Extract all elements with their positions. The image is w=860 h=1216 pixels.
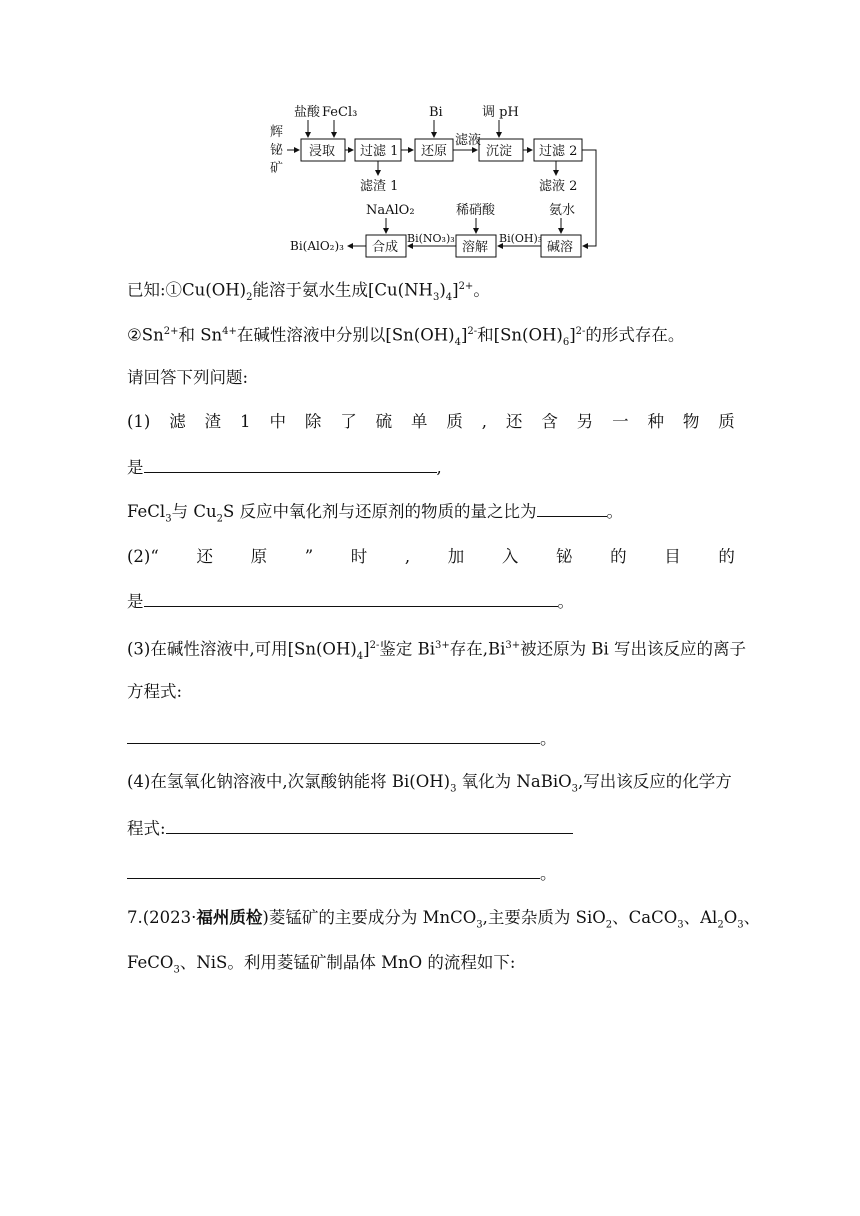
q4-answer-blank-1[interactable]: [166, 817, 573, 834]
ore-label-2: 铋: [270, 143, 284, 158]
q2-line-2: 是 。: [127, 592, 574, 611]
q1-word: (1): [127, 412, 151, 431]
q1-answer-blank[interactable]: [144, 456, 437, 473]
q1-word: 含: [541, 412, 558, 431]
reagent-hno3: 稀硝酸: [456, 203, 496, 218]
box-filter1-label: 过滤 1: [360, 144, 399, 159]
filtrate2-label: 滤液 2: [539, 179, 578, 194]
q2-word: 还: [196, 547, 213, 566]
box-dissolve-label: 溶解: [462, 240, 489, 255]
q1-word: 种: [647, 412, 664, 431]
q2-word: 时: [350, 547, 368, 566]
q3-line-1: (3)在碱性溶液中,可用$[Sn(OH)_4]^{2-}$鉴定 $Bi^{3+}$存在$,Bi^{3+}$被还原为 Bi 写出该反应的离子: [127, 639, 747, 662]
q1-word: 物: [682, 412, 700, 431]
q4-line-3: 。: [127, 862, 557, 885]
q1-line-3: FeCl$_3$与 $Cu_2S$ 反应中氧化剂与还原剂的物质的量之比为 。: [127, 502, 624, 525]
known-line-1: 已知$:①Cu(OH)_2$能溶于氨水生成$[Cu(NH_3)_4]^{2+}$。: [127, 280, 490, 303]
q2-answer-blank[interactable]: [144, 590, 558, 607]
q1-word: 除: [304, 412, 322, 431]
q2-word: 的: [718, 547, 735, 566]
box-reduce-label: 还原: [421, 144, 448, 159]
q4-line-2: 程式:: [127, 817, 573, 840]
q2-word: 铋: [556, 547, 573, 566]
q2-word: 原: [250, 547, 268, 566]
q1-word: 滤: [169, 412, 186, 431]
known-line-2: $②Sn^{2+}$和 $Sn^{4+}$在碱性溶液中分别以$[Sn(OH)_4]^{2-}$和$[Sn(OH)_6]^{2-}$的形式存在。: [127, 325, 685, 348]
q2-word: 入: [501, 547, 519, 566]
q1-line-2: 是 ,: [127, 458, 442, 477]
product-label: Bi(AlO₂)₃: [290, 239, 344, 253]
reagent-ph: 调 pH: [482, 105, 519, 120]
q7-line-1: 7.(2023·福州质检)菱锰矿的主要成分为 MnCO$_3$,主要杂质为 SiO$_2$、CaCO$_3$、$Al_2O_3$、: [127, 908, 761, 931]
reagent-hcl: 盐酸: [294, 105, 321, 120]
q1-word: 质: [446, 412, 463, 431]
prompt-text: 请回答下列问题:: [127, 368, 249, 387]
q7-line-2: FeCO$_3$、NiS。利用菱锰矿制晶体 MnO 的流程如下:: [127, 953, 516, 976]
reagent-naalo2: NaAlO₂: [366, 203, 415, 218]
q1-word: 硫: [375, 412, 393, 431]
q4-answer-blank-2[interactable]: [127, 862, 540, 879]
q1-word: 了: [340, 412, 357, 431]
q2-word: 目: [664, 547, 681, 566]
q1-word: 还: [505, 412, 523, 431]
box-synth-label: 合成: [372, 240, 399, 255]
q7-source: 福州质检: [196, 908, 263, 927]
q2-word: 的: [610, 547, 627, 566]
q1-word: 另: [576, 412, 594, 431]
q3-line-2: 方程式:: [127, 682, 183, 701]
q3-line-3: 。: [127, 727, 557, 750]
bi-oh3-label: Bi(OH)₃: [499, 232, 543, 245]
q1-word: 渣: [204, 412, 222, 431]
q2-word: 加: [447, 547, 465, 566]
q1-word: 质: [718, 412, 735, 431]
q2-word: (2)“: [127, 547, 159, 566]
ore-label-3: 矿: [270, 161, 284, 176]
reagent-fecl3: FeCl₃: [322, 105, 358, 120]
q2-line-1: [127, 546, 735, 568]
box-leach-label: 浸取: [309, 144, 336, 159]
q4-line-1: (4)在氢氧化钠溶液中,次氯酸钠能将 $Bi(OH)_3$ 氧化为 NaBiO$_3$,写出该反应的化学方: [127, 772, 732, 795]
q1-ratio-blank[interactable]: [537, 500, 607, 517]
q1-word: 中: [269, 412, 286, 431]
q1-line-1: [127, 411, 735, 433]
reagent-ammonia: 氨水: [549, 203, 576, 218]
q1-word: 1: [240, 412, 251, 431]
box-precipitate-label: 沉淀: [486, 144, 513, 159]
q1-word: ,: [481, 412, 488, 431]
box-alkali-label: 碱溶: [547, 240, 574, 255]
process-flowchart: [0, 0, 860, 270]
filtrate-label: 滤液: [455, 133, 482, 148]
q1-word: 单: [411, 412, 428, 431]
q2-word: ”: [304, 547, 314, 566]
bi-no3-label: Bi(NO₃)₃: [407, 232, 455, 245]
residue1-label: 滤渣 1: [360, 179, 399, 194]
q2-word: ,: [404, 547, 411, 566]
reagent-bi: Bi: [429, 105, 443, 120]
box-filter2-label: 过滤 2: [539, 144, 578, 159]
q1-word: 一: [612, 412, 629, 431]
ore-label-1: 辉: [270, 125, 284, 140]
q3-answer-blank[interactable]: [127, 727, 540, 744]
